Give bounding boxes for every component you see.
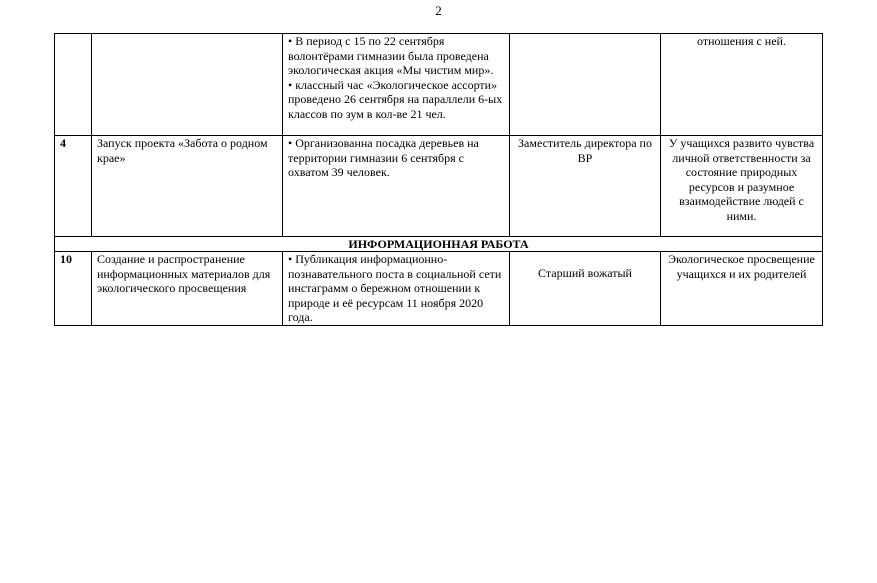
event-cell (92, 34, 283, 136)
row-number-cell: 10 (55, 252, 92, 326)
table-row (55, 34, 823, 136)
result-cell: Экологическое просвещение учащихся и их родителей (661, 252, 823, 326)
table-row (55, 252, 823, 326)
spacer (515, 252, 655, 266)
content-cell (283, 136, 510, 237)
row-number-cell: 4 (55, 136, 92, 237)
responsible-cell (510, 34, 661, 136)
content-cell (283, 252, 510, 326)
event-cell: Запуск проекта «Забота о родном крае» (92, 136, 283, 237)
content-bullet: • классный час «Экологическое ассорти» проведено 26 сентября на параллели 6-ых классов по зум в кол-ве 21 чел. (288, 77, 503, 121)
content-bullet: • Публикация информационно-познавательного поста в социальной сети инстаграмм о бережном отношении к природе и её ресурсам 11 ноября 2020 года. (288, 252, 502, 325)
responsible-cell: Заместитель директора по ВР (510, 136, 661, 237)
section-row (55, 237, 823, 252)
page-number: 2 (435, 3, 442, 18)
events-table (54, 33, 823, 326)
responsible-cell (510, 252, 661, 326)
content-bullet: • Организованна посадка деревьев на территории гимназии 6 сентября с охватом 39 человек. (288, 136, 479, 180)
row-number-cell (55, 34, 92, 136)
event-cell: Создание и распространение информационных материалов для экологического просвещения (92, 252, 283, 326)
content-cell (283, 34, 510, 136)
result-cell: У учащихся развито чувства личной ответственности за состояние природных ресурсов и разумное взаимодействие людей с ними. (661, 136, 823, 237)
content-bullet: • В период с 15 по 22 сентября волонтёрами гимназии была проведена экологическая акция «Мы чистим мир». (288, 34, 494, 78)
responsible-text: Старший вожатый (538, 266, 632, 280)
result-cell: отношения с ней. (661, 34, 823, 136)
section-title: ИНФОРМАЦИОННАЯ РАБОТА (55, 237, 823, 252)
table-row (55, 136, 823, 237)
